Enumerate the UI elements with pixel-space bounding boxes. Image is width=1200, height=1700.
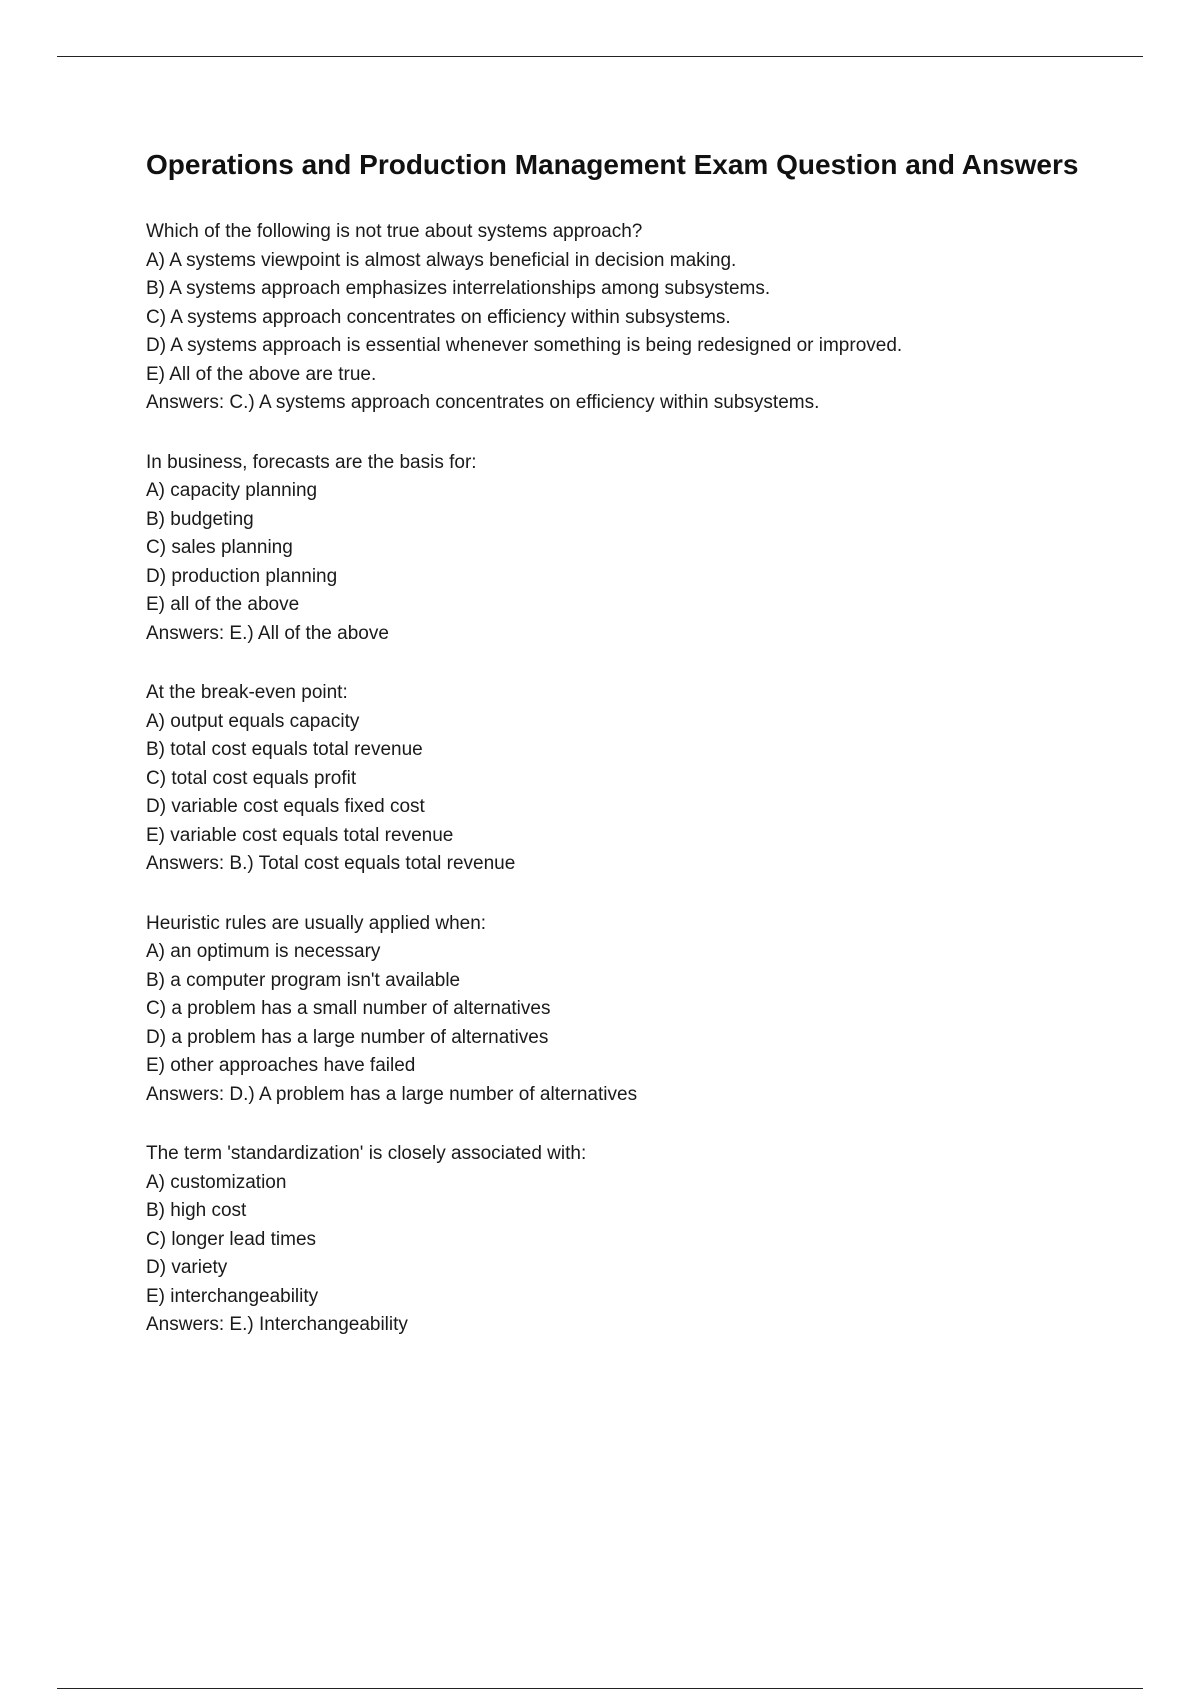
option-c: C) sales planning	[146, 537, 293, 558]
answer-text: Answers: E.) All of the above	[146, 622, 389, 644]
question-text: Heuristic rules are usually applied when:	[146, 912, 487, 934]
option-c: C) a problem has a small number of alternatives	[146, 998, 551, 1019]
answer-text: Answers: E.) Interchangeability	[146, 1314, 408, 1335]
option-d: D) variety	[146, 1257, 228, 1278]
question-block-3	[146, 679, 1126, 879]
question-block-4	[146, 910, 1126, 1110]
option-d: D) variable cost equals fixed cost	[146, 796, 425, 817]
option-d: D) production planning	[146, 565, 338, 587]
question-block-2	[146, 449, 1126, 649]
option-a: A) customization	[146, 1171, 287, 1193]
option-d: D) A systems approach is essential whenever something is being redesigned or improved.	[146, 335, 903, 356]
answer-text: Answers: D.) A problem has a large number of alternatives	[146, 1083, 638, 1105]
option-b: B) a computer program isn't available	[146, 969, 461, 991]
option-b: B) total cost equals total revenue	[146, 739, 423, 760]
option-a: A) A systems viewpoint is almost always beneficial in decision making.	[146, 249, 737, 271]
option-a: A) an optimum is necessary	[146, 941, 381, 962]
option-c: C) total cost equals profit	[146, 767, 357, 789]
option-a: A) output equals capacity	[146, 710, 360, 732]
question-text: The term 'standardization' is closely associated with:	[146, 1143, 587, 1164]
question-text: Which of the following is not true about systems approach?	[146, 221, 643, 242]
answer-text: Answers: B.) Total cost equals total revenue	[146, 853, 516, 874]
footer-rule	[57, 1688, 1143, 1689]
question-text: At the break-even point:	[146, 682, 348, 703]
option-a: A) capacity planning	[146, 480, 318, 501]
option-c: C) longer lead times	[146, 1228, 317, 1250]
option-b: B) high cost	[146, 1200, 247, 1221]
question-block-5	[146, 1140, 1126, 1340]
header-rule	[57, 56, 1143, 57]
option-e: E) all of the above	[146, 594, 300, 615]
option-d: D) a problem has a large number of alternatives	[146, 1026, 549, 1048]
option-e: E) interchangeability	[146, 1285, 319, 1307]
option-b: B) A systems approach emphasizes interrelationships among subsystems.	[146, 278, 771, 299]
question-text: In business, forecasts are the basis for:	[146, 451, 477, 473]
question-block-1	[146, 218, 1126, 418]
option-e: E) All of the above are true.	[146, 363, 377, 385]
document-title: Operations and Production Management Exam Question and Answers	[146, 149, 1079, 180]
option-c: C) A systems approach concentrates on efficiency within subsystems.	[146, 306, 731, 328]
document-body	[146, 146, 1126, 1371]
option-b: B) budgeting	[146, 508, 254, 530]
option-e: E) other approaches have failed	[146, 1055, 416, 1076]
answer-text: Answers: C.) A systems approach concentrates on efficiency within subsystems.	[146, 392, 820, 413]
option-e: E) variable cost equals total revenue	[146, 824, 454, 846]
